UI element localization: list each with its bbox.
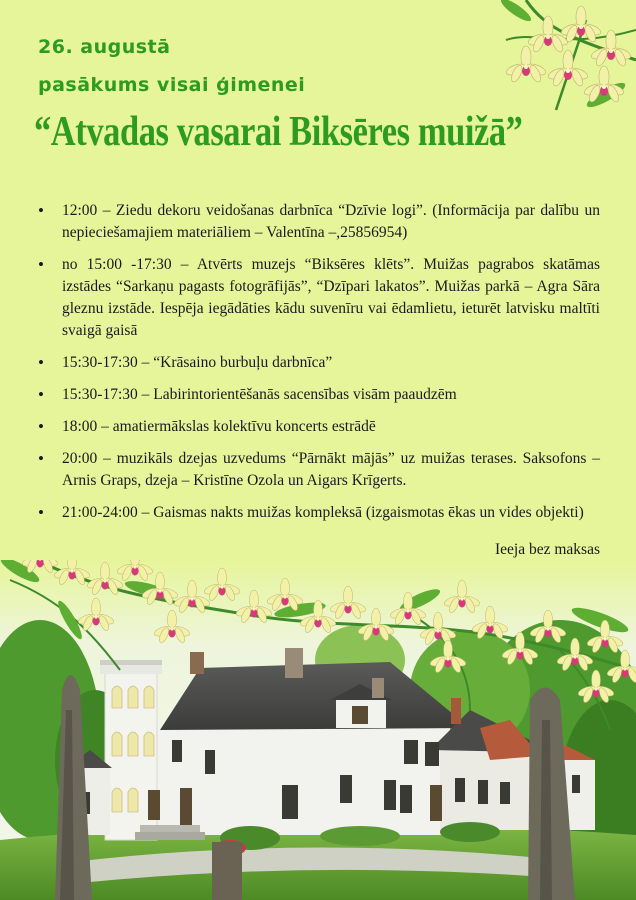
orchid-cluster-top (486, 0, 636, 120)
event-date: 26. augustā (38, 36, 171, 58)
program-item: • 15:30-17:30 – Labirintorientēšanās sacensības visām paaudzēm (38, 384, 600, 406)
program-item: • 18:00 – amatiermākslas kolektīvu koncerts estrādē (38, 416, 600, 438)
manor-photo (0, 560, 636, 900)
program-item: • 15:30-17:30 – “Krāsaino burbuļu darbnīca” (38, 352, 600, 374)
program-item: • 12:00 – Ziedu dekoru veidošanas darbnīca “Dzīvie logi”. (Informācija par dalību un nepieciešamajiem materiāliem – Valentīna –,25856954) (38, 200, 600, 244)
event-title: “Atvadas vasarai Biksēres muižā” (34, 109, 523, 155)
program-item: • no 15:00 -17:30 – Atvērts muzejs “Biksēres klēts”. Muižas pagrabos skatāmas izstādes “Sarkaņu pagasts fotogrāfijās”, “Dzīpari lakatos”. Muižas parkā – Agra Sāra gleznu izstāde. Iespēja iegādāties kādu suvenīru vai ēdamlietu, ieturēt latvisku maltīti svaigā gaisā (38, 254, 600, 342)
free-entry-note: Ieeja bez maksas (495, 541, 600, 558)
program-list (38, 200, 600, 534)
program-item: • 20:00 – muzikāls dzejas uzvedums “Pārnākt mājās” uz muižas terases. Saksofons – Arnis Graps, dzeja – Kristīne Ozola un Aigars Krīgerts. (38, 448, 600, 492)
event-subtitle: pasākums visai ģimenei (38, 74, 306, 96)
program-item: • 21:00-24:00 – Gaismas nakts muižas kompleksā (izgaismotas ēkas un vides objekti) (38, 502, 600, 524)
